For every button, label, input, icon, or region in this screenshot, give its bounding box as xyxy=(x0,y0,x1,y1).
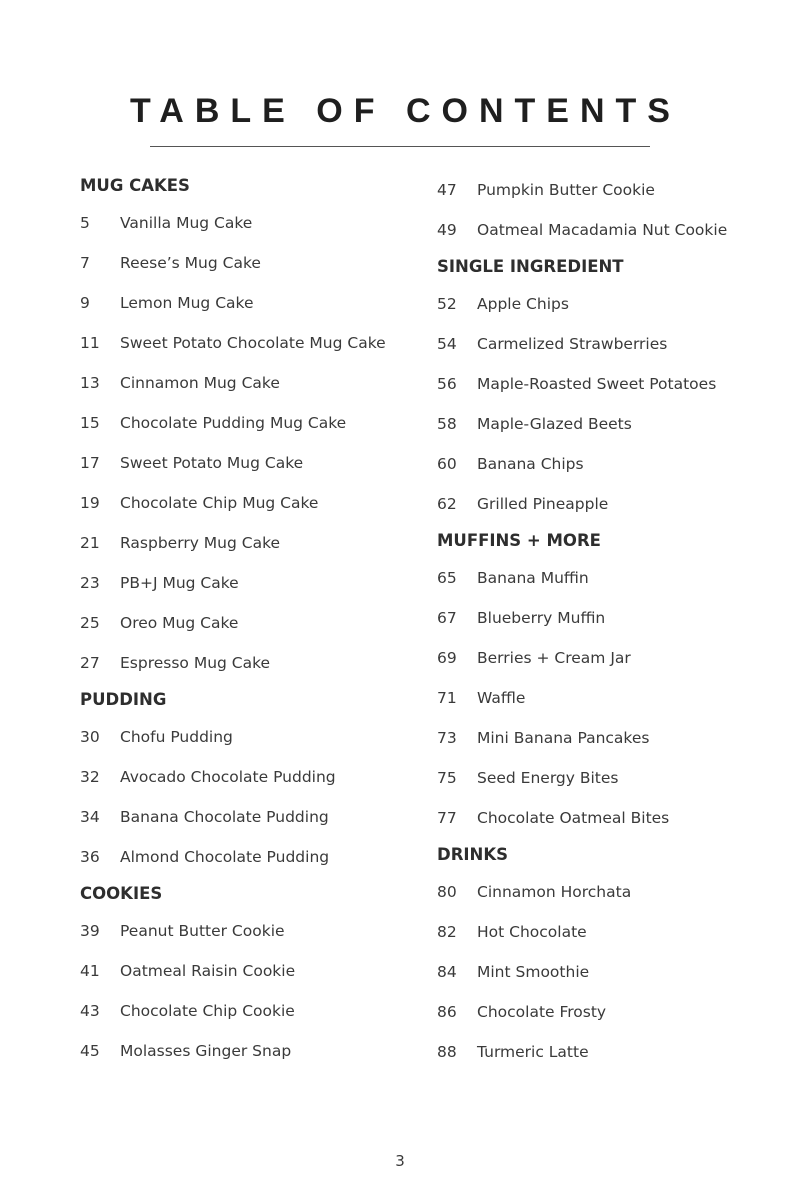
toc-entry xyxy=(437,290,797,318)
toc-entry xyxy=(80,249,440,277)
toc-entry xyxy=(437,724,797,752)
entry-title: Apple Chips xyxy=(477,295,569,313)
toc-entry xyxy=(437,410,797,438)
entry-title: Seed Energy Bites xyxy=(477,769,619,787)
entry-page-number: 9 xyxy=(80,294,90,312)
entry-title: Waffle xyxy=(477,689,526,707)
toc-entry xyxy=(80,997,440,1025)
toc-entry xyxy=(437,684,797,712)
toc-entry xyxy=(80,917,440,945)
toc-entry xyxy=(437,370,797,398)
entry-page-number: 65 xyxy=(437,569,457,587)
toc-entry xyxy=(437,330,797,358)
toc-entry xyxy=(437,490,797,518)
entry-page-number: 60 xyxy=(437,455,457,473)
toc-entry xyxy=(437,644,797,672)
toc-entry xyxy=(80,369,440,397)
entry-title: Banana Chocolate Pudding xyxy=(120,808,329,826)
toc-column-right xyxy=(437,176,797,1078)
entry-page-number: 13 xyxy=(80,374,100,392)
entry-title: Chocolate Chip Mug Cake xyxy=(120,494,319,512)
entry-page-number: 67 xyxy=(437,609,457,627)
entry-page-number: 5 xyxy=(80,214,90,232)
toc-section xyxy=(437,176,797,244)
entry-title: Grilled Pineapple xyxy=(477,495,609,513)
entry-title: Chocolate Chip Cookie xyxy=(120,1002,295,1020)
toc-entry xyxy=(80,289,440,317)
entry-title: Hot Chocolate xyxy=(477,923,587,941)
entry-title: Maple-Glazed Beets xyxy=(477,415,632,433)
entry-page-number: 43 xyxy=(80,1002,100,1020)
toc-section xyxy=(80,689,440,871)
entry-page-number: 86 xyxy=(437,1003,457,1021)
entry-page-number: 58 xyxy=(437,415,457,433)
entry-title: Chocolate Oatmeal Bites xyxy=(477,809,670,827)
entry-page-number: 21 xyxy=(80,534,100,552)
entry-page-number: 30 xyxy=(80,728,100,746)
entry-page-number: 56 xyxy=(437,375,457,393)
entry-page-number: 54 xyxy=(437,335,457,353)
entry-page-number: 39 xyxy=(80,922,100,940)
entry-page-number: 27 xyxy=(80,654,100,672)
section-heading: MUFFINS + MORE xyxy=(437,531,601,550)
entry-title: Cinnamon Horchata xyxy=(477,883,632,901)
entry-title: Molasses Ginger Snap xyxy=(120,1042,292,1060)
toc-entry xyxy=(80,803,440,831)
entry-title: Cinnamon Mug Cake xyxy=(120,374,280,392)
entry-title: Almond Chocolate Pudding xyxy=(120,848,330,866)
toc-section xyxy=(437,256,797,518)
toc-column-left xyxy=(80,175,440,1077)
toc-entry xyxy=(437,764,797,792)
entry-title: Sweet Potato Chocolate Mug Cake xyxy=(120,334,386,352)
entry-title: Berries + Cream Jar xyxy=(477,649,631,667)
entry-title: Espresso Mug Cake xyxy=(120,654,271,672)
toc-entry xyxy=(437,450,797,478)
entry-page-number: 17 xyxy=(80,454,100,472)
section-heading: PUDDING xyxy=(80,690,167,709)
toc-entry xyxy=(80,649,440,677)
entry-page-number: 73 xyxy=(437,729,457,747)
entry-page-number: 25 xyxy=(80,614,100,632)
toc-entry xyxy=(437,564,797,592)
toc-entry xyxy=(80,489,440,517)
page-title: TABLE OF CONTENTS xyxy=(130,92,681,130)
toc-entry xyxy=(437,918,797,946)
entry-page-number: 75 xyxy=(437,769,457,787)
entry-title: Reese’s Mug Cake xyxy=(120,254,261,272)
entry-title: Oreo Mug Cake xyxy=(120,614,239,632)
section-heading: SINGLE INGREDIENT xyxy=(437,257,624,276)
entry-title: Banana Muffin xyxy=(477,569,589,587)
toc-entry xyxy=(437,804,797,832)
entry-title: Chocolate Pudding Mug Cake xyxy=(120,414,347,432)
toc-entry xyxy=(437,176,797,204)
entry-title: Turmeric Latte xyxy=(477,1043,589,1061)
toc-entry xyxy=(437,1038,797,1066)
toc-section xyxy=(437,530,797,832)
entry-title: Mint Smoothie xyxy=(477,963,590,981)
toc-entry xyxy=(80,723,440,751)
entry-page-number: 49 xyxy=(437,221,457,239)
toc-entry xyxy=(80,569,440,597)
entry-page-number: 45 xyxy=(80,1042,100,1060)
toc-entry xyxy=(80,529,440,557)
entry-title: Mini Banana Pancakes xyxy=(477,729,650,747)
toc-entry xyxy=(80,209,440,237)
entry-page-number: 77 xyxy=(437,809,457,827)
toc-entry xyxy=(437,958,797,986)
toc-entry xyxy=(80,449,440,477)
entry-title: Avocado Chocolate Pudding xyxy=(120,768,336,786)
section-heading: COOKIES xyxy=(80,884,163,903)
toc-section xyxy=(80,175,440,677)
toc-entry xyxy=(80,329,440,357)
entry-title: Peanut Butter Cookie xyxy=(120,922,285,940)
entry-page-number: 69 xyxy=(437,649,457,667)
toc-entry xyxy=(80,763,440,791)
toc-entry xyxy=(437,878,797,906)
entry-title: Raspberry Mug Cake xyxy=(120,534,281,552)
entry-title: Pumpkin Butter Cookie xyxy=(477,181,655,199)
entry-page-number: 32 xyxy=(80,768,100,786)
entry-title: Maple-Roasted Sweet Potatoes xyxy=(477,375,717,393)
entry-page-number: 88 xyxy=(437,1043,457,1061)
entry-title: Sweet Potato Mug Cake xyxy=(120,454,304,472)
toc-entry xyxy=(437,216,797,244)
entry-page-number: 52 xyxy=(437,295,457,313)
entry-page-number: 82 xyxy=(437,923,457,941)
entry-page-number: 62 xyxy=(437,495,457,513)
entry-page-number: 84 xyxy=(437,963,457,981)
toc-entry xyxy=(437,604,797,632)
entry-page-number: 41 xyxy=(80,962,100,980)
entry-page-number: 47 xyxy=(437,181,457,199)
page-number: 3 xyxy=(395,1152,405,1170)
entry-title: PB+J Mug Cake xyxy=(120,574,239,592)
toc-entry xyxy=(80,957,440,985)
toc-entry xyxy=(80,609,440,637)
toc-section xyxy=(80,883,440,1065)
entry-page-number: 34 xyxy=(80,808,100,826)
entry-page-number: 23 xyxy=(80,574,100,592)
entry-title: Oatmeal Macadamia Nut Cookie xyxy=(477,221,728,239)
entry-title: Chofu Pudding xyxy=(120,728,233,746)
entry-page-number: 15 xyxy=(80,414,100,432)
entry-page-number: 19 xyxy=(80,494,100,512)
toc-entry xyxy=(80,843,440,871)
toc-entry xyxy=(437,998,797,1026)
entry-page-number: 71 xyxy=(437,689,457,707)
entry-page-number: 11 xyxy=(80,334,100,352)
entry-title: Lemon Mug Cake xyxy=(120,294,254,312)
toc-entry xyxy=(80,1037,440,1065)
toc-section xyxy=(437,844,797,1066)
entry-page-number: 80 xyxy=(437,883,457,901)
toc-entry xyxy=(80,409,440,437)
entry-title: Blueberry Muffin xyxy=(477,609,606,627)
section-heading: DRINKS xyxy=(437,845,509,864)
entry-page-number: 36 xyxy=(80,848,100,866)
title-divider xyxy=(150,146,650,147)
entry-title: Carmelized Strawberries xyxy=(477,335,668,353)
entry-title: Oatmeal Raisin Cookie xyxy=(120,962,296,980)
entry-title: Vanilla Mug Cake xyxy=(120,214,253,232)
section-heading: MUG CAKES xyxy=(80,176,190,195)
entry-title: Banana Chips xyxy=(477,455,584,473)
entry-title: Chocolate Frosty xyxy=(477,1003,607,1021)
entry-page-number: 7 xyxy=(80,254,90,272)
